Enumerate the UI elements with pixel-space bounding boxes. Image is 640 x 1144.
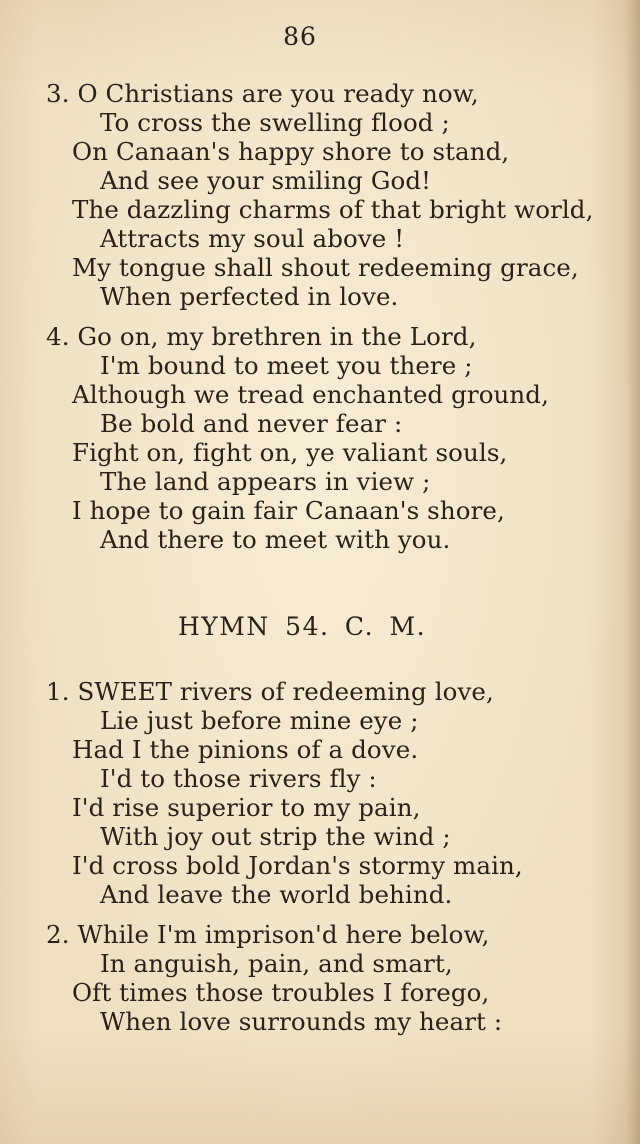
verse-line: I'd rise superior to my pain,	[72, 793, 421, 822]
verse-line: On Canaan's happy shore to stand,	[72, 137, 510, 166]
page-edge-shadow	[626, 0, 640, 1144]
verse-line: 2. While I'm imprison'd here below,	[46, 920, 490, 949]
verse-line: Although we tread enchanted ground,	[72, 380, 549, 409]
hymn-54-verse-1	[0, 677, 620, 909]
verse-line: The land appears in view ;	[100, 467, 431, 496]
hymn-title: HYMN 54. C. M.	[177, 612, 427, 641]
verse-line: With joy out strip the wind ;	[100, 822, 451, 851]
verse-line: Oft times those troubles I forego,	[72, 978, 490, 1007]
verse-4	[0, 322, 620, 554]
verse-line: I'd to those rivers fly :	[100, 764, 377, 793]
hymn-54-verse-2	[0, 920, 620, 1036]
verse-line: When love surrounds my heart :	[100, 1007, 503, 1036]
verse-line: And leave the world behind.	[100, 880, 453, 909]
verse-line: And see your smiling God!	[100, 166, 432, 195]
verse-line: To cross the swelling flood ;	[100, 108, 450, 137]
verse-line: The dazzling charms of that bright world,	[72, 195, 594, 224]
verse-3	[0, 79, 620, 311]
verse-line: And there to meet with you.	[100, 525, 451, 554]
verse-line: Fight on, fight on, ye valiant souls,	[72, 438, 508, 467]
verse-line: 3. O Christians are you ready now,	[46, 79, 479, 108]
verse-line: My tongue shall shout redeeming grace,	[72, 253, 579, 282]
verse-line: 4. Go on, my brethren in the Lord,	[46, 322, 477, 351]
verse-line: Be bold and never fear :	[100, 409, 403, 438]
page-number: 86	[283, 22, 317, 51]
verse-line: I hope to gain fair Canaan's shore,	[72, 496, 505, 525]
verse-line: Lie just before mine eye ;	[100, 706, 419, 735]
verse-line: I'm bound to meet you there ;	[100, 351, 473, 380]
verse-line: When perfected in love.	[100, 282, 399, 311]
verse-line: I'd cross bold Jordan's stormy main,	[72, 851, 523, 880]
verse-line: 1. SWEET rivers of redeeming love,	[46, 677, 494, 706]
verse-line: Attracts my soul above !	[100, 224, 405, 253]
verse-line: In anguish, pain, and smart,	[100, 949, 453, 978]
verse-line: Had I the pinions of a dove.	[72, 735, 419, 764]
